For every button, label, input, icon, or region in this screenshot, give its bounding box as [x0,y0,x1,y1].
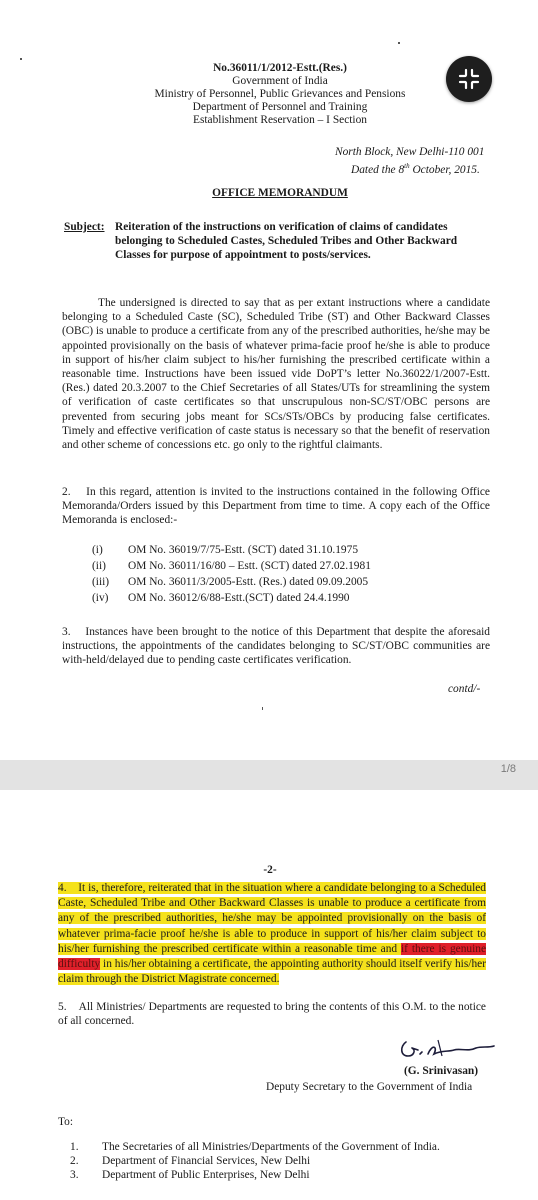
date-sup: th [404,162,410,170]
scan-speck [262,707,263,710]
to-label: To: [58,1116,74,1128]
file-number: No.36011/1/2012-Estt.(Res.) [213,62,347,74]
signature-image [398,1036,498,1062]
section-line: Establishment Reservation – I Section [193,114,367,126]
om-list-item: (i) OM No. 36019/7/75-Estt. (SCT) dated 31.10.1975 [92,544,359,556]
subject-label: Subject: [64,221,105,233]
recipient-item: 1. The Secretaries of all Ministries/Departments of the Government of India. [70,1141,440,1153]
om-list-item: (ii) OM No. 36011/16/80 – Estt. (SCT) dated 27.02.1981 [92,560,371,572]
date-suffix: October, 2015. [409,163,480,176]
recipient-item: 2. Department of Financial Services, New Delhi [70,1155,311,1167]
government-line: Government of India [232,75,328,87]
subject-line-1: Reiteration of the instructions on verification of claims of candidates [115,221,448,233]
red-highlighted-text: if there is genuine difficulty [58,942,486,971]
page-gap [0,760,538,790]
ministry-line: Ministry of Personnel, Public Grievances and Pensions [154,88,406,100]
highlighted-text: 4. It is, therefore, reiterated that in the situation where a candidate belonging to a Scheduled Caste, Scheduled Tribe and Other Backward Classes is unable to produce a certificate from any of the prescribed authorities, he/she may be appointed provisionally on the basis of whatever prima-facie proof he/she is able to produce in support of his/her claim subject to his/her furnishing the prescribed certificate within a reasonable time and [58,882,486,955]
continued-marker: contd/- [448,683,481,695]
scan-speck [398,42,400,44]
signatory-title: Deputy Secretary to the Government of India [266,1081,473,1093]
scan-speck [20,58,22,60]
page-indicator: 1/8 [500,763,516,775]
place-line: North Block, New Delhi-110 001 [335,146,485,158]
paragraph-2: 2. In this regard, attention is invited to the instructions contained in the following Office Memoranda/Orders issued by this Department from time to time. A copy each of the Office Memoranda is enclosed:- [62,486,490,527]
subject-line-2: belonging to Scheduled Castes, Scheduled Tribes and Other Backward [115,235,458,247]
document-page-2 [0,790,538,1200]
subject-line-3: Classes for purpose of appointment to posts/services. [115,249,371,261]
recipient-item: 3. Department of Public Enterprises, New Delhi [70,1169,310,1181]
om-list-item: (iv) OM No. 36012/6/88-Estt.(SCT) dated 24.4.1990 [92,592,350,604]
fullscreen-exit-button[interactable] [446,56,492,102]
paragraph-3: 3. Instances have been brought to the notice of this Department that despite the aforesaid instructions, the appointments of the candidates belonging to SC/ST/OBC communities are with-held/delayed due to pending caste certificates verification. [62,626,490,667]
date-line [351,160,480,178]
fullscreen-exit-icon [457,67,481,91]
date-prefix: Dated the 8 [351,163,405,176]
highlighted-text: in his/her obtaining a certificate, the appointing authority should itself verify his/her claim through the District Magistrate concerned. [58,958,486,986]
signatory-name: (G. Srinivasan) [404,1065,479,1077]
paragraph-1: The undersigned is directed to say that as per extant instructions where a candidate belonging to a Scheduled Caste (SC), Scheduled Tribe (ST) and Other Backward Classes (OBC) is unable to produce a certificate from any of the prescribed authorities, he/she may be appointed provisionally on the basis of whatever prima-facie proof he/she is able to produce in support of his/her claim subject to his/her furnishing the prescribed certificate within a reasonable time. Instructions have been issued vide DoPT’s letter No.36022/1/2007-Estt.(Res.) dated 20.3.2007 to the Chief Secretaries of all States/UTs for streamlining the system of verification of caste certificates so that unscrupulous non-SC/ST/OBC persons are prevented from securing jobs meant for SCs/STs/OBCs by producing false certificates. Timely and effective verification of caste status is necessary so that the benefit of reservation and other scheme of concessions etc. go only to the rightful claimants. [62,297,490,452]
om-list-item: (iii) OM No. 36011/3/2005-Estt. (Res.) dated 09.09.2005 [92,576,369,588]
page-number: -2- [263,864,277,876]
paragraph-4 [58,881,486,987]
memo-title: OFFICE MEMORANDUM [212,187,348,199]
paragraph-5: 5. All Ministries/ Departments are requested to bring the contents of this O.M. to the notice of all concerned. [58,1001,486,1028]
department-line: Department of Personnel and Training [192,101,368,113]
